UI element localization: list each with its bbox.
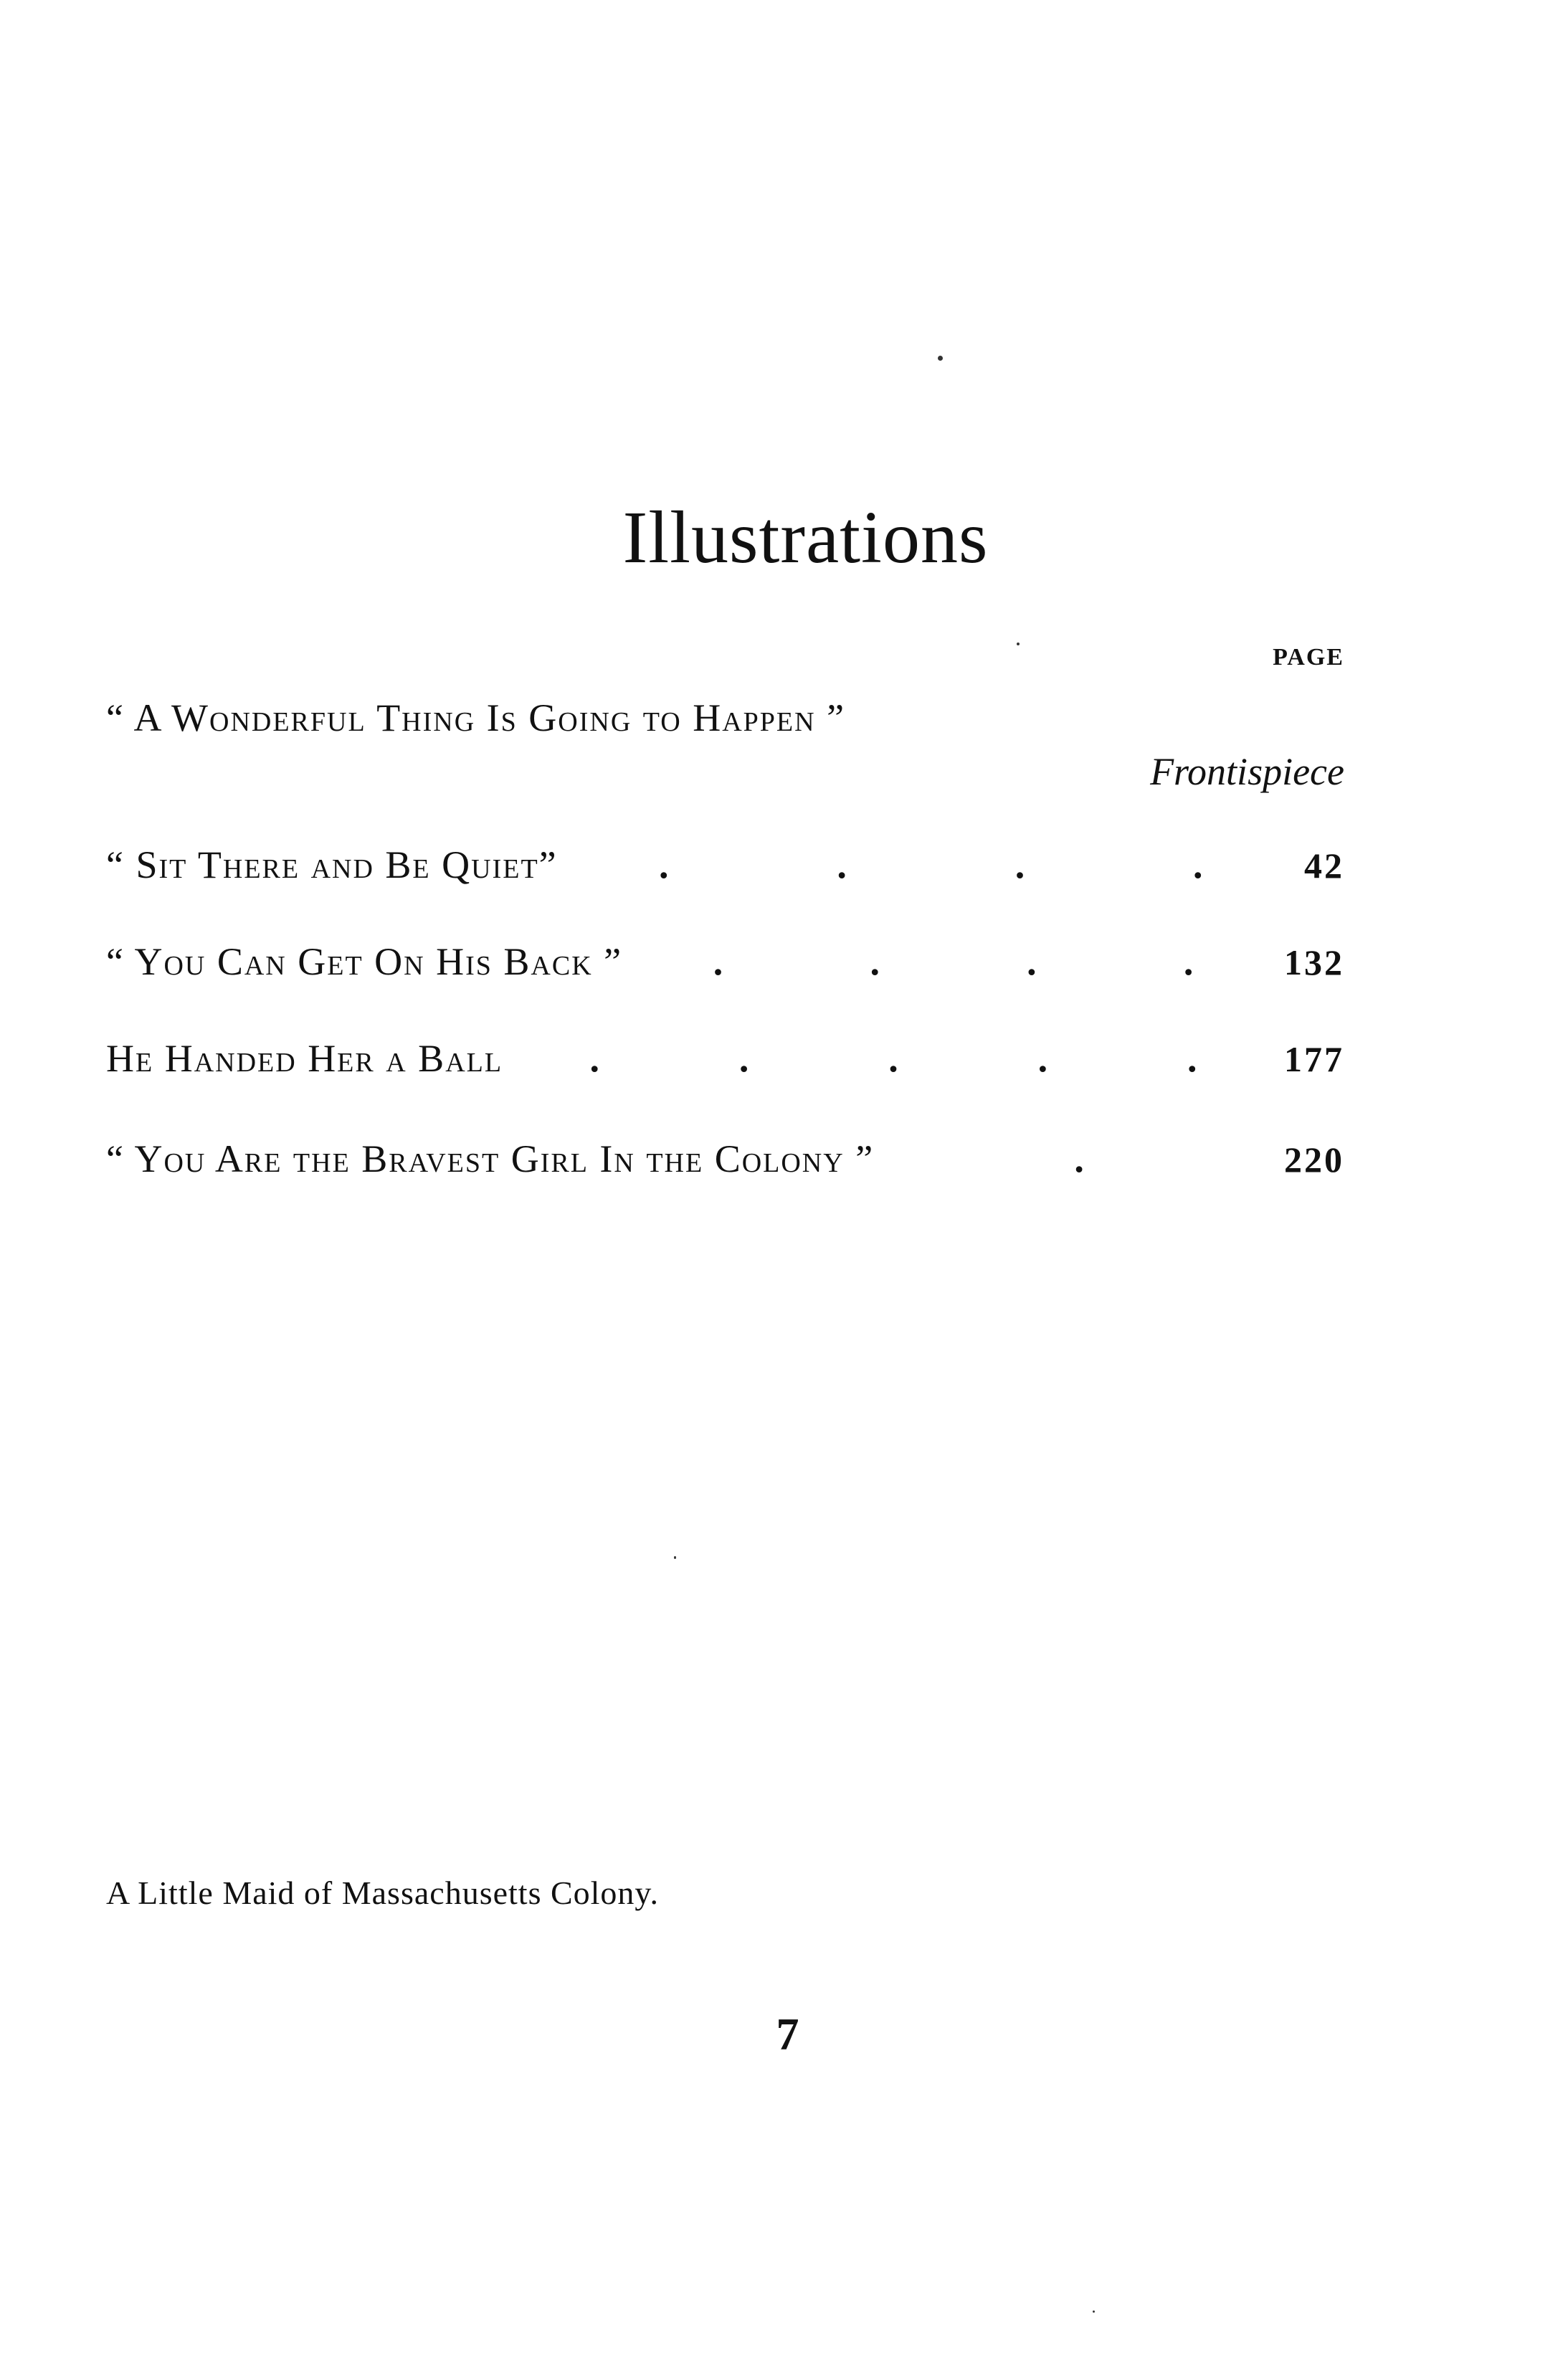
dot-leaders: . . . .: [713, 940, 1194, 983]
scan-speck: [674, 1556, 676, 1559]
folio-page-number: 7: [776, 2009, 799, 2060]
dot-leaders: . . . . .: [589, 1037, 1197, 1080]
illustration-entry: [106, 839, 1344, 891]
illustration-caption: He Handed Her a Ball: [106, 1037, 503, 1080]
scan-speck: [1093, 2311, 1095, 2313]
illustration-caption: “ You Can Get On His Back ”: [106, 940, 623, 983]
page-number: 220: [1284, 1139, 1344, 1180]
illustration-entry: [106, 1133, 1344, 1185]
scan-speck: [1017, 643, 1020, 645]
page-number: 177: [1284, 1039, 1344, 1079]
book-title-footer: A Little Maid of Massachusetts Colony.: [106, 1875, 659, 1911]
page-title: Illustrations: [622, 496, 989, 579]
illustration-entry: [106, 1033, 1344, 1084]
scan-speck: [938, 356, 943, 361]
illustration-caption: “ A Wonderful Thing Is Going to Happen ”: [106, 696, 846, 739]
page-column-header: PAGE: [1273, 644, 1344, 670]
frontispiece-label: Frontispiece: [1150, 750, 1344, 793]
illustration-caption: “ You Are the Bravest Girl In the Colony ”: [106, 1137, 875, 1180]
page-number: 132: [1284, 942, 1344, 982]
illustration-entry: [106, 936, 1344, 987]
dot-leaders: .: [1074, 1137, 1084, 1180]
illustration-caption: “ Sit There and Be Quiet”: [106, 843, 558, 886]
illustration-entry: [106, 692, 1344, 744]
dot-leaders: . . . .: [659, 843, 1203, 886]
page-number: 42: [1304, 845, 1344, 886]
